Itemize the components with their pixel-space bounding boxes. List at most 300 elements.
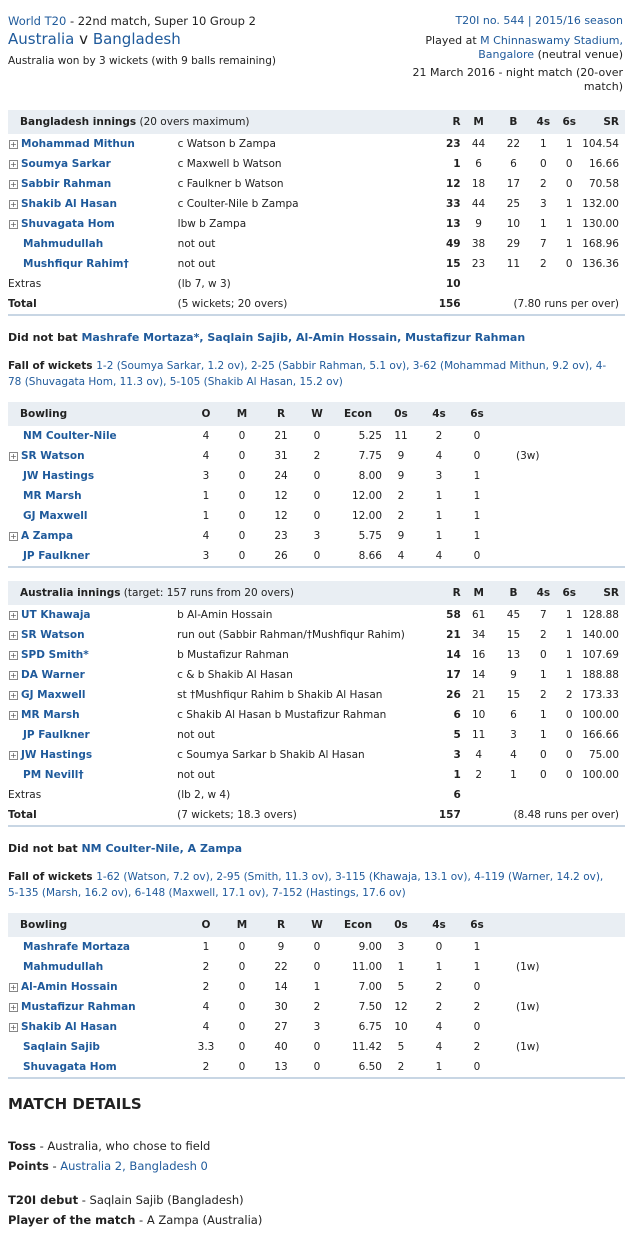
bowling-extras [496, 1057, 625, 1078]
player-name[interactable] [8, 645, 177, 665]
bowling-sixes: 2 [473, 1041, 481, 1053]
batsman-row [8, 705, 625, 725]
player-name-text[interactable]: Soumya Sarkar [21, 158, 111, 170]
runs: 58 [446, 609, 461, 621]
player-name-text[interactable]: Shakib Al Hasan [21, 1021, 117, 1033]
fours: 2 [540, 689, 547, 701]
bowling-sixes: 0 [473, 550, 481, 562]
expand-icon[interactable]: + [10, 219, 17, 229]
expand-icon[interactable]: + [10, 159, 17, 169]
player-name-text[interactable]: JP Faulkner [23, 729, 90, 741]
bowling-fours: 4 [435, 450, 443, 462]
bowling-dots: 2 [397, 510, 405, 522]
total-detail: (5 wickets; 20 overs) [177, 298, 288, 310]
player-name-text[interactable]: Al-Amin Hossain [21, 981, 118, 993]
minutes: 18 [471, 178, 486, 190]
player-name[interactable] [8, 1017, 190, 1037]
bowling-r: 27 [274, 1021, 288, 1033]
dismissal: st †Mushfiqur Rahim b Shakib Al Hasan [177, 689, 383, 701]
player-name-text[interactable]: Saqlain Sajib [23, 1041, 100, 1053]
bowler-row [8, 937, 625, 957]
fours: 2 [539, 178, 547, 190]
dnb-label: Did not bat [8, 331, 82, 344]
column-header: 4s [420, 402, 458, 426]
bowling-econ: 7.50 [358, 1001, 382, 1013]
team2-link[interactable]: Bangladesh [92, 30, 181, 48]
bowling-w: 2 [313, 1001, 321, 1013]
player-name[interactable] [8, 705, 177, 725]
bowling-o: 1 [202, 490, 210, 502]
bowling-fours: 1 [435, 1061, 443, 1073]
bowling-extras [496, 977, 625, 997]
expand-icon[interactable]: + [10, 650, 17, 660]
bowler-row [8, 1057, 625, 1078]
column-header: SR [582, 581, 625, 605]
column-header: 6s [458, 402, 496, 426]
column-header: 4s [530, 110, 556, 134]
bowler-row [8, 1037, 625, 1057]
sixes: 1 [565, 649, 573, 661]
player-name-text[interactable]: Mashrafe Mortaza [23, 941, 131, 953]
bowling-extras: (3w) [516, 450, 540, 462]
expand-icon[interactable]: + [10, 750, 17, 760]
match-details-title: MATCH DETAILS [8, 1095, 142, 1113]
total-label: Total [8, 809, 37, 821]
bowling-econ: 7.00 [358, 981, 382, 993]
player-name-text[interactable]: JP Faulkner [23, 550, 90, 562]
player-name[interactable] [8, 134, 178, 154]
minutes: 23 [471, 258, 486, 270]
column-header: 6s [556, 581, 582, 605]
runs-per-over: (8.48 runs per over) [513, 809, 619, 821]
column-header: SR [582, 110, 625, 134]
dnb-players[interactable]: Mashrafe Mortaza*, Saqlain Sajib, Al-Amin Hossain, Mustafizur Rahman [81, 331, 526, 344]
dismissal: c Faulkner b Watson [177, 178, 284, 190]
player-name-text[interactable]: Mahmudullah [23, 238, 104, 250]
extras-detail: (lb 2, w 4) [177, 789, 231, 801]
player-name-text[interactable]: Shakib Al Hasan [21, 198, 117, 210]
strike-rate: 128.88 [582, 609, 619, 621]
expand-icon[interactable]: + [10, 1002, 17, 1012]
column-header: 6s [556, 110, 582, 134]
sixes: 1 [565, 669, 573, 681]
sixes: 1 [565, 609, 573, 621]
player-name[interactable] [8, 234, 178, 254]
bowling-extras: (1w) [516, 961, 540, 973]
bowling-sixes: 0 [473, 430, 481, 442]
player-name-text[interactable]: PM Nevill† [23, 769, 84, 781]
bowler-row [8, 1017, 625, 1037]
bowling-fours: 2 [435, 981, 443, 993]
player-name-text[interactable]: GJ Maxwell [23, 510, 88, 522]
player-name-text[interactable]: A Zampa [21, 530, 74, 542]
dnb-players[interactable]: NM Coulter-Nile, A Zampa [81, 842, 243, 855]
bowling-extras [496, 486, 625, 506]
player-name-text[interactable]: DA Warner [21, 669, 85, 681]
expand-icon[interactable]: + [10, 199, 17, 209]
bowling-fours: 4 [435, 550, 443, 562]
team1-link[interactable]: Australia [8, 30, 75, 48]
fours: 7 [540, 609, 547, 621]
column-header: 0s [382, 913, 420, 937]
vs-text: v [79, 30, 89, 48]
player-name[interactable] [8, 685, 177, 705]
player-name[interactable] [8, 665, 177, 685]
column-header: O [190, 913, 222, 937]
fours: 2 [539, 258, 547, 270]
bowling-econ: 7.75 [358, 450, 382, 462]
player-name-text[interactable]: Mahmudullah [23, 961, 104, 973]
minutes: 2 [475, 769, 483, 781]
potm-line: Player of the match - A Zampa (Australia) [8, 1213, 263, 1227]
batsman-row [8, 194, 625, 214]
bowling-o: 3 [202, 550, 210, 562]
bowling-extras [496, 526, 625, 546]
bowling-econ: 8.66 [358, 550, 382, 562]
bowling-r: 23 [274, 530, 288, 542]
bowling-sixes: 1 [473, 510, 481, 522]
balls: 17 [506, 178, 521, 190]
runs: 33 [445, 198, 461, 210]
bowling-r: 30 [274, 1001, 288, 1013]
expand-icon[interactable]: + [10, 1022, 17, 1032]
bowling-dots: 2 [397, 490, 405, 502]
minutes: 38 [471, 238, 486, 250]
innings-title [8, 581, 413, 605]
played-at-label: Played at [425, 34, 477, 47]
strike-rate: 173.33 [582, 689, 619, 701]
player-name[interactable] [8, 506, 190, 526]
bowling-w: 0 [313, 961, 321, 973]
sixes: 1 [565, 629, 573, 641]
player-name-text[interactable]: MR Marsh [21, 709, 80, 721]
total-row [8, 294, 625, 315]
column-header: M [222, 913, 262, 937]
bowling-w: 0 [313, 1041, 321, 1053]
batsman-row [8, 685, 625, 705]
bowling-sixes: 0 [473, 981, 481, 993]
bowling-m: 0 [238, 961, 246, 973]
batsman-row [8, 174, 625, 194]
sixes: 2 [565, 689, 573, 701]
player-name[interactable] [8, 526, 190, 546]
sixes: 0 [565, 178, 573, 190]
bowling-w: 2 [313, 450, 321, 462]
bowling-dots: 10 [394, 1021, 408, 1033]
strike-rate: 16.66 [588, 158, 619, 170]
bowling-m: 0 [238, 450, 246, 462]
season-link[interactable]: 2015/16 season [535, 14, 623, 27]
bowling-econ: 6.75 [358, 1021, 382, 1033]
batsman-row [8, 254, 625, 274]
bowling-r: 21 [274, 430, 288, 442]
player-name[interactable] [8, 214, 178, 234]
batsman-row [8, 765, 625, 785]
dismissal: not out [177, 258, 216, 270]
bowling-m: 0 [238, 1061, 246, 1073]
player-name-text[interactable]: SPD Smith* [21, 649, 89, 661]
player-name[interactable] [8, 174, 178, 194]
bowling-r: 22 [274, 961, 288, 973]
expand-icon[interactable]: + [10, 670, 17, 680]
match-header: World T20 - 22nd match, Super 10 Group 2 Australia v Bangladesh Australia won by 3 wickets (with 9 balls remaining) T20I no. 544 | 2015/16 season Played at M Chinnaswamy Stadium, Bangalore (neutral venue) 21 March 2016 - night match (20-over match) [8, 14, 623, 93]
balls: 10 [506, 218, 521, 230]
player-name[interactable] [8, 937, 190, 957]
bowling-w: 3 [313, 1021, 321, 1033]
runs-per-over: (7.80 runs per over) [513, 298, 619, 310]
dismissal: lbw b Zampa [177, 218, 247, 230]
player-name[interactable] [8, 466, 190, 486]
bowling-r: 12 [274, 490, 288, 502]
balls: 1 [510, 769, 517, 781]
extras-total: 10 [445, 278, 461, 290]
batsman-row [8, 234, 625, 254]
expand-icon[interactable]: + [10, 710, 17, 720]
bowler-row [8, 997, 625, 1017]
dismissal: c Soumya Sarkar b Shakib Al Hasan [177, 749, 365, 761]
batsman-row [8, 134, 625, 154]
bowling-sixes: 1 [473, 941, 481, 953]
total-label: Total [8, 298, 37, 310]
player-name[interactable] [8, 254, 178, 274]
bowling-w: 0 [313, 470, 321, 482]
expand-icon[interactable]: + [10, 531, 17, 541]
sixes: 1 [565, 198, 573, 210]
bowler-row [8, 446, 625, 466]
balls: 29 [506, 238, 521, 250]
did-not-bat-1 [8, 331, 525, 344]
extras-row [8, 274, 625, 294]
bowling-econ: 12.00 [351, 490, 382, 502]
fow-text: 1-2 (Soumya Sarkar, 1.2 ov), 2-25 (Sabbir Rahman, 5.1 ov), 3-62 (Mohammad Mithun, 9.2 ov), 4-78 (Shuvagata Hom, 11.3 ov), 5-105 (Shakib Al Hasan, 15.2 ov) [8, 360, 607, 388]
bowling-r: 40 [274, 1041, 288, 1053]
strike-rate: 168.96 [582, 238, 619, 250]
innings-title-text: Bangladesh innings [20, 116, 137, 128]
minutes: 44 [471, 198, 486, 210]
balls: 3 [510, 729, 517, 741]
bowling-o: 3 [202, 470, 210, 482]
strike-rate: 70.58 [588, 178, 619, 190]
expand-icon[interactable]: + [10, 179, 17, 189]
fours: 3 [539, 198, 547, 210]
empty [496, 913, 625, 937]
strike-rate: 166.66 [582, 729, 619, 741]
dismissal: not out [177, 729, 215, 741]
player-name[interactable] [8, 977, 190, 997]
bowling-dots: 1 [397, 961, 405, 973]
bowling-o: 1 [202, 510, 210, 522]
player-name-text[interactable]: Shuvagata Hom [21, 218, 115, 230]
bowling-m: 0 [238, 1041, 246, 1053]
extras-label: Extras [8, 789, 42, 801]
bowling-r: 26 [274, 550, 288, 562]
bangladesh-bowling-table [8, 913, 625, 1079]
strike-rate: 75.00 [588, 749, 619, 761]
bowling-dots: 9 [397, 530, 405, 542]
venue-link[interactable]: M Chinnaswamy Stadium, Bangalore [478, 34, 623, 61]
strike-rate: 140.00 [582, 629, 619, 641]
did-not-bat-2 [8, 842, 242, 855]
extras-total: 6 [453, 789, 461, 801]
player-name[interactable] [8, 546, 190, 567]
player-name-text[interactable]: MR Marsh [23, 490, 82, 502]
strike-rate: 130.00 [582, 218, 619, 230]
runs: 49 [445, 238, 461, 250]
player-name[interactable] [8, 486, 190, 506]
bowling-sixes: 1 [473, 530, 481, 542]
innings-subtitle: (20 overs maximum) [136, 116, 250, 128]
innings-header [8, 581, 625, 605]
dismissal: b Mustafizur Rahman [177, 649, 289, 661]
bowling-fours: 1 [435, 490, 443, 502]
minutes: 11 [471, 729, 486, 741]
sixes: 0 [565, 709, 573, 721]
bowling-extras [496, 466, 625, 486]
expand-icon[interactable]: + [10, 690, 17, 700]
bowling-o: 2 [202, 1061, 210, 1073]
bowling-extras [496, 506, 625, 526]
bowling-o: 3.3 [197, 1041, 215, 1053]
competition-link[interactable]: World T20 [8, 14, 67, 28]
bowling-dots: 9 [397, 450, 405, 462]
bowling-econ: 6.50 [358, 1061, 382, 1073]
column-header: R [413, 581, 461, 605]
bowling-o: 4 [202, 1021, 210, 1033]
dismissal: c Maxwell b Watson [177, 158, 282, 170]
bowling-r: 12 [274, 510, 288, 522]
batsman-row [8, 645, 625, 665]
player-name[interactable] [8, 765, 177, 785]
player-name-text[interactable]: Sabbir Rahman [21, 178, 112, 190]
bowling-m: 0 [238, 510, 246, 522]
balls: 22 [506, 138, 521, 150]
dismissal: not out [177, 769, 215, 781]
player-name[interactable] [8, 625, 177, 645]
batsman-row [8, 665, 625, 685]
column-header: 4s [530, 581, 556, 605]
bowling-o: 4 [202, 1001, 210, 1013]
bowling-m: 0 [238, 981, 246, 993]
points-link[interactable]: Australia 2, Bangladesh 0 [60, 1159, 208, 1173]
bowling-m: 0 [238, 941, 246, 953]
player-name[interactable] [8, 957, 190, 977]
bowling-w: 0 [313, 490, 321, 502]
total-row [8, 805, 625, 826]
bowling-m: 0 [238, 1021, 246, 1033]
expand-icon[interactable]: + [10, 610, 17, 620]
bowling-extras [496, 937, 625, 957]
bowler-row [8, 957, 625, 977]
strike-rate: 100.00 [582, 769, 619, 781]
runs: 21 [446, 629, 461, 641]
column-header: 4s [420, 913, 458, 937]
fours: 1 [539, 138, 547, 150]
expand-icon[interactable]: + [10, 982, 17, 992]
player-name-text[interactable]: JW Hastings [21, 749, 93, 761]
t20i-no-link[interactable]: T20I no. 544 [455, 14, 525, 27]
bowling-m: 0 [238, 430, 246, 442]
bowling-r: 9 [277, 941, 285, 953]
fours: 1 [540, 709, 547, 721]
fours: 2 [540, 629, 547, 641]
runs: 5 [453, 729, 461, 741]
player-name[interactable] [8, 194, 178, 214]
bowling-econ: 5.25 [358, 430, 382, 442]
bowler-row [8, 506, 625, 526]
bowling-header [8, 913, 625, 937]
fours: 0 [540, 649, 547, 661]
bowling-r: 31 [274, 450, 288, 462]
total-runs: 157 [438, 809, 461, 821]
fours: 1 [540, 669, 547, 681]
player-name-text[interactable]: JW Hastings [23, 470, 95, 482]
fours: 0 [540, 749, 547, 761]
dismissal: not out [177, 238, 216, 250]
player-name-text[interactable]: Mushfiqur Rahim† [23, 258, 129, 270]
expand-icon[interactable]: + [10, 139, 17, 149]
bowling-w: 3 [313, 530, 321, 542]
bowling-w: 0 [313, 941, 321, 953]
runs: 13 [445, 218, 461, 230]
fall-of-wickets-1 [8, 358, 608, 390]
column-header: W [300, 913, 334, 937]
bowling-o: 4 [202, 430, 210, 442]
total-runs: 156 [438, 298, 461, 310]
player-name-text[interactable]: UT Khawaja [21, 609, 91, 621]
player-name-text[interactable]: Mohammad Mithun [21, 138, 135, 150]
minutes: 10 [471, 709, 486, 721]
expand-icon[interactable]: + [10, 451, 17, 461]
bowling-o: 4 [202, 530, 210, 542]
innings-title-text: Australia innings [20, 587, 121, 599]
player-name[interactable] [8, 154, 178, 174]
batsman-row [8, 214, 625, 234]
player-name-text[interactable]: Shuvagata Hom [23, 1061, 117, 1073]
sixes: 1 [565, 238, 573, 250]
minutes: 61 [471, 609, 486, 621]
bowling-fours: 3 [435, 470, 443, 482]
batsman-row [8, 625, 625, 645]
bowling-fours: 2 [435, 430, 443, 442]
column-header: W [300, 402, 334, 426]
player-name[interactable] [8, 605, 177, 625]
runs: 6 [453, 709, 461, 721]
player-name-text[interactable]: GJ Maxwell [21, 689, 86, 701]
bowling-econ: 12.00 [351, 510, 382, 522]
bowling-m: 0 [238, 530, 246, 542]
bowling-title: Bowling [8, 913, 190, 937]
match-desc: - 22nd match, Super 10 Group 2 [69, 14, 256, 28]
player-name[interactable] [8, 1057, 190, 1078]
player-name[interactable] [8, 426, 190, 446]
player-name[interactable] [8, 725, 177, 745]
player-name[interactable] [8, 446, 190, 466]
player-name-text[interactable]: SR Watson [21, 629, 85, 641]
player-name-text[interactable]: NM Coulter-Nile [23, 430, 117, 442]
expand-icon[interactable]: + [10, 630, 17, 640]
column-header: M [222, 402, 262, 426]
player-name-text[interactable]: Mustafizur Rahman [21, 1001, 136, 1013]
bowling-sixes: 1 [473, 490, 481, 502]
player-name[interactable] [8, 997, 190, 1017]
player-name[interactable] [8, 745, 177, 765]
player-name[interactable] [8, 1037, 190, 1057]
bowling-sixes: 1 [473, 470, 481, 482]
bowling-m: 0 [238, 490, 246, 502]
bowler-row [8, 466, 625, 486]
player-name-text[interactable]: SR Watson [21, 450, 85, 462]
bowling-extras [496, 1017, 625, 1037]
